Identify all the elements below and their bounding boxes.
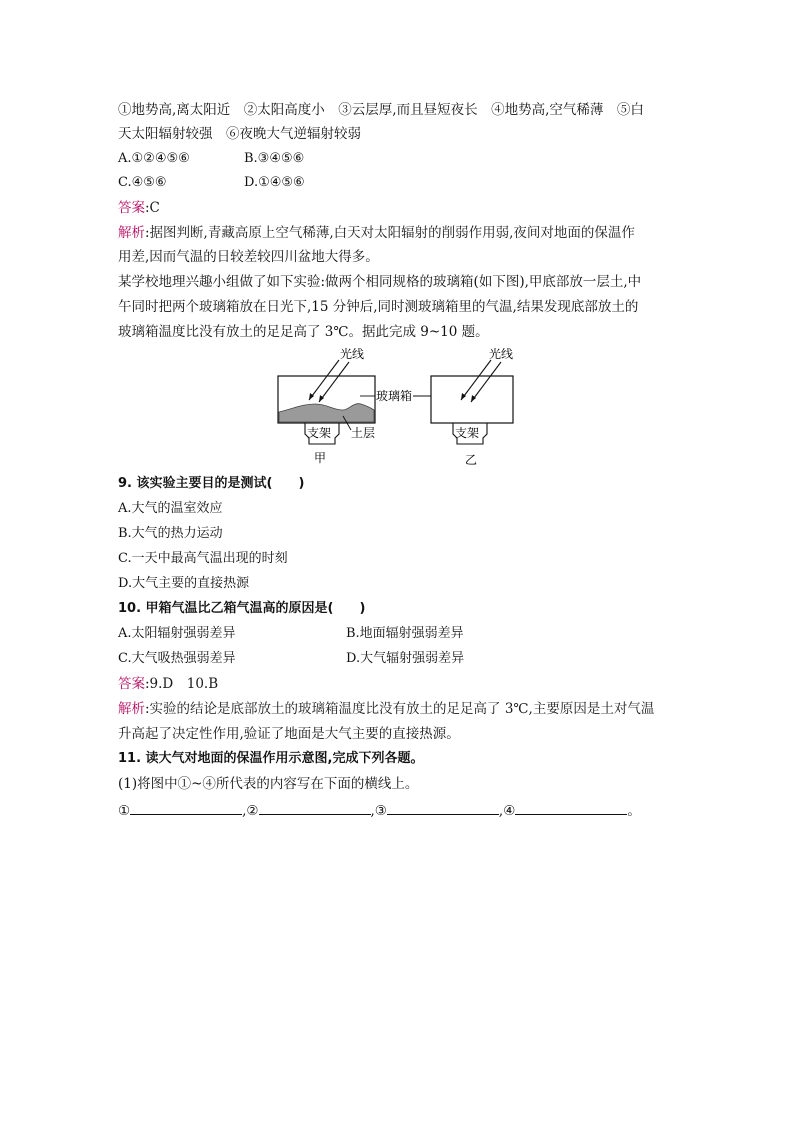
analysis-label: 解析 bbox=[118, 225, 145, 241]
label-jia: 甲 bbox=[314, 451, 327, 465]
q9-stem: 9. 该实验主要目的是测试( ) bbox=[118, 476, 305, 491]
q8-items-line2: 天太阳辐射较强 ⑥夜晚大气逆辐射较弱 bbox=[118, 126, 361, 142]
answer-value: :C bbox=[145, 200, 160, 216]
label-stand-right: 支架 bbox=[455, 426, 480, 440]
blank-label-3: ,③ bbox=[370, 803, 387, 819]
q8-analysis-line2: 用差,因而气温的日较差较四川盆地大得多。 bbox=[118, 249, 379, 265]
intro-line1: 某学校地理兴趣小组做了如下实验:做两个相同规格的玻璃箱(如下图),甲底部放一层土,中 bbox=[118, 274, 642, 290]
answer-blank-4[interactable] bbox=[515, 800, 627, 815]
q910-answer bbox=[118, 675, 218, 693]
q8-option-d: D.①④⑤⑥ bbox=[244, 175, 305, 190]
q10-option-b: B.地面辐射强弱差异 bbox=[346, 626, 464, 641]
answer-label: 答案 bbox=[118, 676, 145, 692]
answer-blank-2[interactable] bbox=[259, 800, 371, 815]
light-ray-jia-1 bbox=[309, 360, 339, 400]
soil-layer bbox=[279, 404, 374, 422]
label-light-right: 光线 bbox=[489, 347, 514, 361]
q9-option-a: A.大气的温室效应 bbox=[118, 501, 223, 516]
label-stand-left: 支架 bbox=[307, 426, 332, 440]
blank-label-4: ,④ bbox=[498, 803, 516, 819]
q8-options-row1 bbox=[118, 150, 305, 168]
q11-sub1: (1)将图中①~④所代表的内容写在下面的横线上。 bbox=[118, 776, 419, 792]
q8-option-b: B.③④⑤⑥ bbox=[244, 151, 305, 166]
blank-label-2: ,② bbox=[242, 803, 259, 819]
analysis-text: :实验的结论是底部放土的玻璃箱温度比没有放土的足足高了 3℃,主要原因是土对气温 bbox=[145, 701, 655, 717]
q9-option-c: C.一天中最高气温出现的时刻 bbox=[118, 551, 288, 566]
label-light-left: 光线 bbox=[340, 347, 365, 361]
q11-stem: 11. 读大气对地面的保温作用示意图,完成下列各题。 bbox=[118, 751, 424, 766]
q8-items-line1: ①地势高,离太阳近 ②太阳高度小 ③云层厚,而且昼短夜长 ④地势高,空气稀薄 ⑤白 bbox=[118, 102, 644, 118]
light-ray-jia-2 bbox=[319, 362, 349, 402]
answer-label: 答案 bbox=[118, 200, 145, 216]
answer-value: :9.D 10.B bbox=[145, 676, 219, 692]
analysis-label: 解析 bbox=[118, 701, 145, 717]
glass-box-experiment-figure bbox=[265, 344, 525, 470]
answer-blank-1[interactable] bbox=[130, 800, 242, 815]
q10-option-a: A.太阳辐射强弱差异 bbox=[118, 626, 236, 641]
q10-stem: 10. 甲箱气温比乙箱气温高的原因是( ) bbox=[118, 601, 366, 616]
q8-option-a: A.①②④⑤⑥ bbox=[118, 151, 190, 166]
light-ray-yi-2 bbox=[471, 362, 501, 402]
intro-line2: 午同时把两个玻璃箱放在日光下,15 分钟后,同时测玻璃箱里的气温,结果发现底部放土的 bbox=[118, 299, 639, 315]
intro-line3: 玻璃箱温度比没有放土的足足高了 3℃。据此完成 9~10 题。 bbox=[118, 324, 489, 340]
label-glass-box: 玻璃箱 bbox=[376, 389, 413, 403]
q10-options-row2 bbox=[118, 650, 465, 668]
light-ray-yi-1 bbox=[461, 360, 491, 400]
q8-answer bbox=[118, 199, 160, 217]
blank-label-1: ① bbox=[118, 803, 131, 819]
q10-option-c: C.大气吸热强弱差异 bbox=[118, 651, 236, 666]
q10-options-row1 bbox=[118, 625, 464, 643]
q8-options-row2 bbox=[118, 174, 305, 192]
q8-analysis-line1 bbox=[118, 224, 635, 242]
q8-option-c: C.④⑤⑥ bbox=[118, 175, 167, 190]
label-soil: 土层 bbox=[351, 426, 376, 440]
q9-option-d: D.大气主要的直接热源 bbox=[118, 576, 250, 591]
blank-end: 。 bbox=[627, 803, 641, 819]
q910-analysis-line2: 升高起了决定性作用,验证了地面是大气主要的直接热源。 bbox=[118, 726, 460, 742]
q910-analysis-line1 bbox=[118, 700, 654, 718]
q10-option-d: D.大气辐射强弱差异 bbox=[346, 651, 465, 666]
q9-option-b: B.大气的热力运动 bbox=[118, 526, 223, 541]
label-yi: 乙 bbox=[465, 453, 478, 467]
answer-blank-3[interactable] bbox=[387, 800, 499, 815]
q11-blanks bbox=[118, 800, 641, 820]
analysis-text: :据图判断,青藏高原上空气稀薄,白天对太阳辐射的削弱作用弱,夜间对地面的保温作 bbox=[145, 225, 635, 241]
